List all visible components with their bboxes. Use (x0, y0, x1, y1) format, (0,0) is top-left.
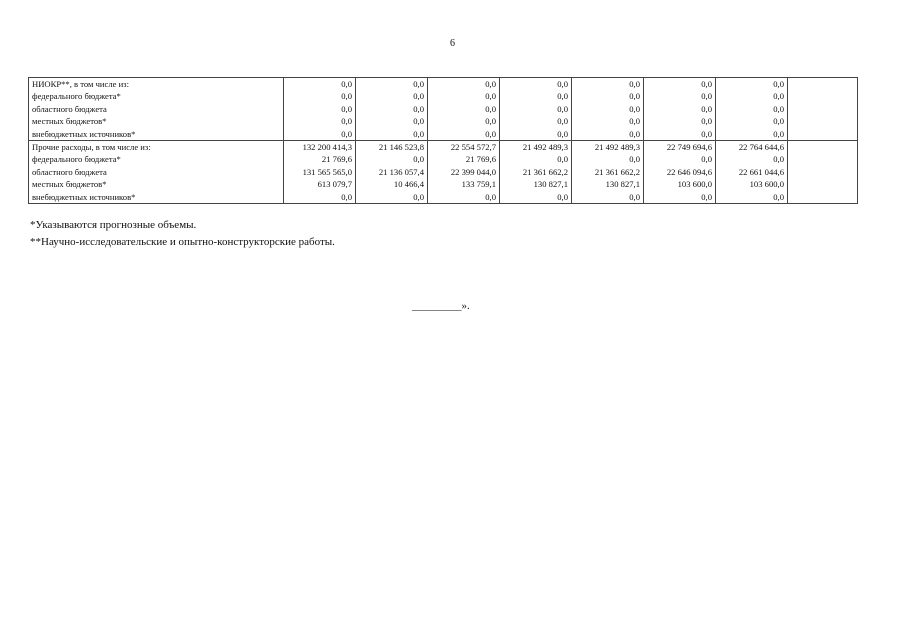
value-cell: 0,0 (356, 128, 428, 141)
value-cell: 0,0 (716, 90, 788, 102)
value-cell: 21 361 662,2 (500, 166, 572, 178)
value-cell: 0,0 (356, 191, 428, 204)
value-cell: 0,0 (284, 128, 356, 141)
table-row (29, 78, 858, 91)
value-cell: 22 749 694,6 (644, 141, 716, 154)
value-cell: 0,0 (356, 90, 428, 102)
empty-cell (788, 78, 858, 91)
page-number: 6 (450, 38, 455, 49)
value-cell: 0,0 (428, 103, 500, 115)
value-cell: 0,0 (428, 115, 500, 127)
value-cell: 130 827,1 (572, 178, 644, 190)
empty-cell (788, 191, 858, 204)
row-label: областного бюджета (29, 166, 284, 178)
value-cell: 21 146 523,8 (356, 141, 428, 154)
value-cell: 132 200 414,3 (284, 141, 356, 154)
row-label: федерального бюджета* (29, 153, 284, 165)
empty-cell (788, 153, 858, 165)
value-cell: 0,0 (500, 128, 572, 141)
value-cell: 131 565 565,0 (284, 166, 356, 178)
table-row (29, 153, 858, 165)
value-cell: 0,0 (284, 191, 356, 204)
value-cell: 21 492 489,3 (572, 141, 644, 154)
value-cell: 0,0 (572, 128, 644, 141)
value-cell: 22 764 644,6 (716, 141, 788, 154)
value-cell: 130 827,1 (500, 178, 572, 190)
value-cell: 0,0 (356, 103, 428, 115)
value-cell: 0,0 (716, 103, 788, 115)
value-cell: 613 079,7 (284, 178, 356, 190)
table-row (29, 166, 858, 178)
value-cell: 0,0 (500, 78, 572, 91)
row-label: внебюджетных источников* (29, 128, 284, 141)
value-cell: 0,0 (428, 128, 500, 141)
empty-cell (788, 128, 858, 141)
value-cell: 0,0 (500, 90, 572, 102)
value-cell: 0,0 (428, 90, 500, 102)
value-cell: 21 361 662,2 (572, 166, 644, 178)
value-cell: 0,0 (644, 153, 716, 165)
value-cell: 0,0 (644, 191, 716, 204)
empty-cell (788, 141, 858, 154)
empty-cell (788, 178, 858, 190)
value-cell: 0,0 (644, 78, 716, 91)
footnote-forecast: *Указываются прогнозные объемы. (30, 219, 197, 231)
value-cell: 10 466,4 (356, 178, 428, 190)
empty-cell (788, 115, 858, 127)
row-label: областного бюджета (29, 103, 284, 115)
value-cell: 0,0 (644, 128, 716, 141)
value-cell: 0,0 (716, 78, 788, 91)
value-cell: 0,0 (572, 115, 644, 127)
table-row (29, 141, 858, 154)
value-cell: 0,0 (572, 191, 644, 204)
value-cell: 0,0 (428, 191, 500, 204)
value-cell: 0,0 (572, 90, 644, 102)
value-cell: 0,0 (284, 78, 356, 91)
value-cell: 0,0 (716, 153, 788, 165)
empty-cell (788, 166, 858, 178)
value-cell: 0,0 (572, 153, 644, 165)
value-cell: 0,0 (500, 153, 572, 165)
value-cell: 0,0 (716, 191, 788, 204)
value-cell: 0,0 (356, 78, 428, 91)
row-label: местных бюджетов* (29, 178, 284, 190)
table-row (29, 103, 858, 115)
value-cell: 0,0 (716, 115, 788, 127)
value-cell: 0,0 (644, 103, 716, 115)
row-label: федерального бюджета* (29, 90, 284, 102)
value-cell: 0,0 (284, 103, 356, 115)
row-label: внебюджетных источников* (29, 191, 284, 204)
row-label: Прочие расходы, в том числе из: (29, 141, 284, 154)
value-cell: 133 759,1 (428, 178, 500, 190)
value-cell: 0,0 (500, 115, 572, 127)
value-cell: 103 600,0 (716, 178, 788, 190)
empty-cell (788, 90, 858, 102)
value-cell: 0,0 (500, 103, 572, 115)
closing-mark: _________». (412, 300, 470, 312)
value-cell: 0,0 (284, 90, 356, 102)
value-cell: 22 554 572,7 (428, 141, 500, 154)
value-cell: 0,0 (428, 78, 500, 91)
value-cell: 103 600,0 (644, 178, 716, 190)
table-row (29, 178, 858, 190)
value-cell: 21 492 489,3 (500, 141, 572, 154)
table-row (29, 115, 858, 127)
value-cell: 0,0 (716, 128, 788, 141)
value-cell: 0,0 (356, 153, 428, 165)
value-cell: 0,0 (500, 191, 572, 204)
table-row (29, 191, 858, 204)
table-row (29, 128, 858, 141)
budget-table-body (29, 78, 858, 204)
value-cell: 0,0 (356, 115, 428, 127)
value-cell: 0,0 (572, 78, 644, 91)
empty-cell (788, 103, 858, 115)
value-cell: 22 399 044,0 (428, 166, 500, 178)
value-cell: 0,0 (644, 90, 716, 102)
value-cell: 22 661 044,6 (716, 166, 788, 178)
value-cell: 21 136 057,4 (356, 166, 428, 178)
value-cell: 0,0 (644, 115, 716, 127)
budget-table (28, 77, 858, 204)
value-cell: 22 646 094,6 (644, 166, 716, 178)
footnote-niokr: **Научно-исследовательские и опытно-конструкторские работы. (30, 236, 335, 248)
row-label: местных бюджетов* (29, 115, 284, 127)
value-cell: 21 769,6 (428, 153, 500, 165)
value-cell: 21 769,6 (284, 153, 356, 165)
value-cell: 0,0 (572, 103, 644, 115)
row-label: НИОКР**, в том числе из: (29, 78, 284, 91)
footnotes (30, 217, 335, 251)
value-cell: 0,0 (284, 115, 356, 127)
table-row (29, 90, 858, 102)
